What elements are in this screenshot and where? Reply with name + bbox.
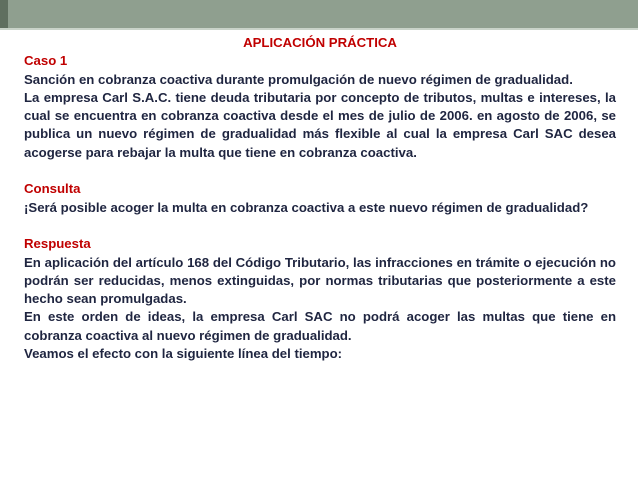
- consulta-body: ¡Será posible acoger la multa en cobranza coactiva a este nuevo régimen de gradualidad?: [24, 199, 589, 215]
- spacer: [24, 217, 616, 235]
- slide-header-bar: [0, 0, 638, 28]
- slide-content: [24, 34, 616, 363]
- respuesta-paragraph-1: En aplicación del artículo 168 del Código Tributario, las infracciones en trámite o ejecución no podrán ser reducidas, menos extinguidas, por normas tributarias que posteriormente a este hecho sean promulgadas.: [24, 254, 616, 307]
- consulta-heading: Consulta: [24, 181, 81, 197]
- respuesta-paragraph-2: En este orden de ideas, la empresa Carl SAC no podrá acoger las multas que tiene en cobranza coactiva al nuevo régimen de gradualidad.: [24, 309, 616, 343]
- slide-header-divider: [0, 28, 638, 30]
- spacer: [24, 162, 616, 180]
- case-heading: Caso 1: [24, 53, 68, 69]
- case-body: La empresa Carl S.A.C. tiene deuda tributaria por concepto de tributos, multas e intereses, la cual se encuentra en cobranza coactiva desde el mes de julio de 2006. en agosto de 2006, se publica un nuevo régimen de gradualidad más flexible al cual la empresa Carl SAC desea acogerse para rebajar la multa que tiene en cobranza coactiva.: [24, 89, 616, 160]
- slide-title: APLICACIÓN PRÁCTICA: [243, 35, 397, 50]
- respuesta-heading: Respuesta: [24, 236, 91, 252]
- case-subtitle: Sanción en cobranza coactiva durante promulgación de nuevo régimen de gradualidad.: [24, 71, 573, 87]
- respuesta-paragraph-3: Veamos el efecto con la siguiente línea del tiempo:: [24, 346, 343, 362]
- slide-header-accent: [0, 0, 8, 28]
